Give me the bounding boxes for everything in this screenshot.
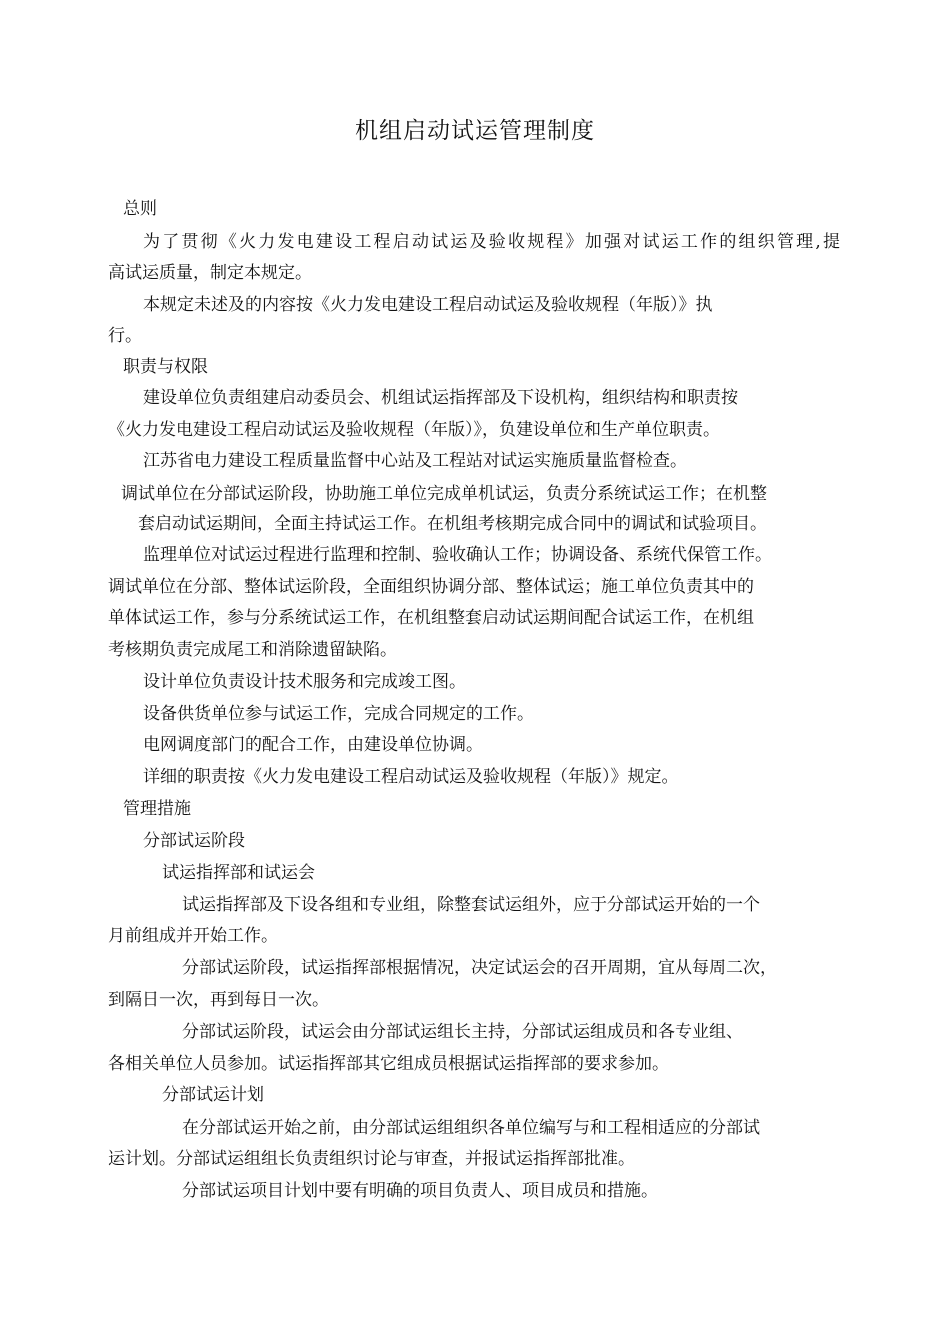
paragraph-line: 在分部试运开始之前，由分部试运组组织各单位编写与和工程相适应的分部试 [182,1118,760,1138]
paragraph-line: 分部试运阶段，试运会由分部试运组长主持，分部试运组成员和各专业组、 [182,1022,743,1042]
paragraph-line: 为了贯彻《火力发电建设工程启动试运及验收规程》加强对试运工作的组织管理,提 [143,232,840,252]
paragraph-line: 分部试运阶段，试运指挥部根据情况，决定试运会的召开周期，宜从每周二次， [182,958,777,978]
paragraph-line: 本规定未述及的内容按《火力发电建设工程启动试运及验收规程（年版）》执 [143,295,713,315]
subheading-partial-trial: 分部试运阶段 [143,831,245,851]
paragraph-line: 分部试运项目计划中要有明确的项目负责人、项目成员和措施。 [182,1181,658,1201]
paragraph-line: 试运指挥部及下设各组和专业组，除整套试运组外，应于分部试运开始的一个 [182,895,760,915]
paragraph-line: 电网调度部门的配合工作，由建设单位协调。 [143,735,483,755]
paragraph-line: 高试运质量，制定本规定。 [108,263,312,283]
paragraph-line: 行。 [108,326,142,346]
paragraph-line: 运计划。分部试运组组长负责组织讨论与审查，并报试运指挥部批准。 [108,1149,635,1169]
paragraph-line: 单体试运工作，参与分系统试运工作，在机组整套启动试运期间配合试运工作，在机组 [108,608,754,628]
paragraph-line: 《火力发电建设工程启动试运及验收规程（年版）》，负建设单位和生产单位职责。 [108,420,720,440]
heading-duties: 职责与权限 [123,357,208,377]
paragraph-line: 调试单位在分部、整体试运阶段，全面组织协调分部、整体试运；施工单位负责其中的 [108,577,754,597]
paragraph-line: 江苏省电力建设工程质量监督中心站及工程站对试运实施质量监督检查。 [143,451,687,471]
paragraph-line: 各相关单位人员参加。试运指挥部其它组成员根据试运指挥部的要求参加。 [108,1054,669,1074]
subheading-trial-plan: 分部试运计划 [162,1085,264,1105]
paragraph-line: 调试单位在分部试运阶段，协助施工单位完成单机试运，负责分系统试运工作；在机整 [121,484,767,504]
paragraph-line: 到隔日一次，再到每日一次。 [108,990,329,1010]
heading-measures: 管理措施 [123,799,191,819]
document-title: 机组启动试运管理制度 [355,118,595,144]
heading-general: 总则 [123,199,157,219]
paragraph-line: 设备供货单位参与试运工作，完成合同规定的工作。 [143,704,534,724]
subheading-command-meeting: 试运指挥部和试运会 [162,863,315,883]
paragraph-line: 详细的职责按《火力发电建设工程启动试运及验收规程（年版）》规定。 [143,767,679,787]
paragraph-line: 考核期负责完成尾工和消除遗留缺陷。 [108,640,397,660]
paragraph-line: 月前组成并开始工作。 [108,926,278,946]
paragraph-line: 设计单位负责设计技术服务和完成竣工图。 [143,672,466,692]
paragraph-line: 套启动试运期间，全面主持试运工作。在机组考核期完成合同中的调试和试验项目。 [138,514,767,534]
paragraph-line: 监理单位对试运过程进行监理和控制、验收确认工作；协调设备、系统代保管工作。 [143,545,772,565]
paragraph-line: 建设单位负责组建启动委员会、机组试运指挥部及下设机构，组织结构和职责按 [143,388,738,408]
